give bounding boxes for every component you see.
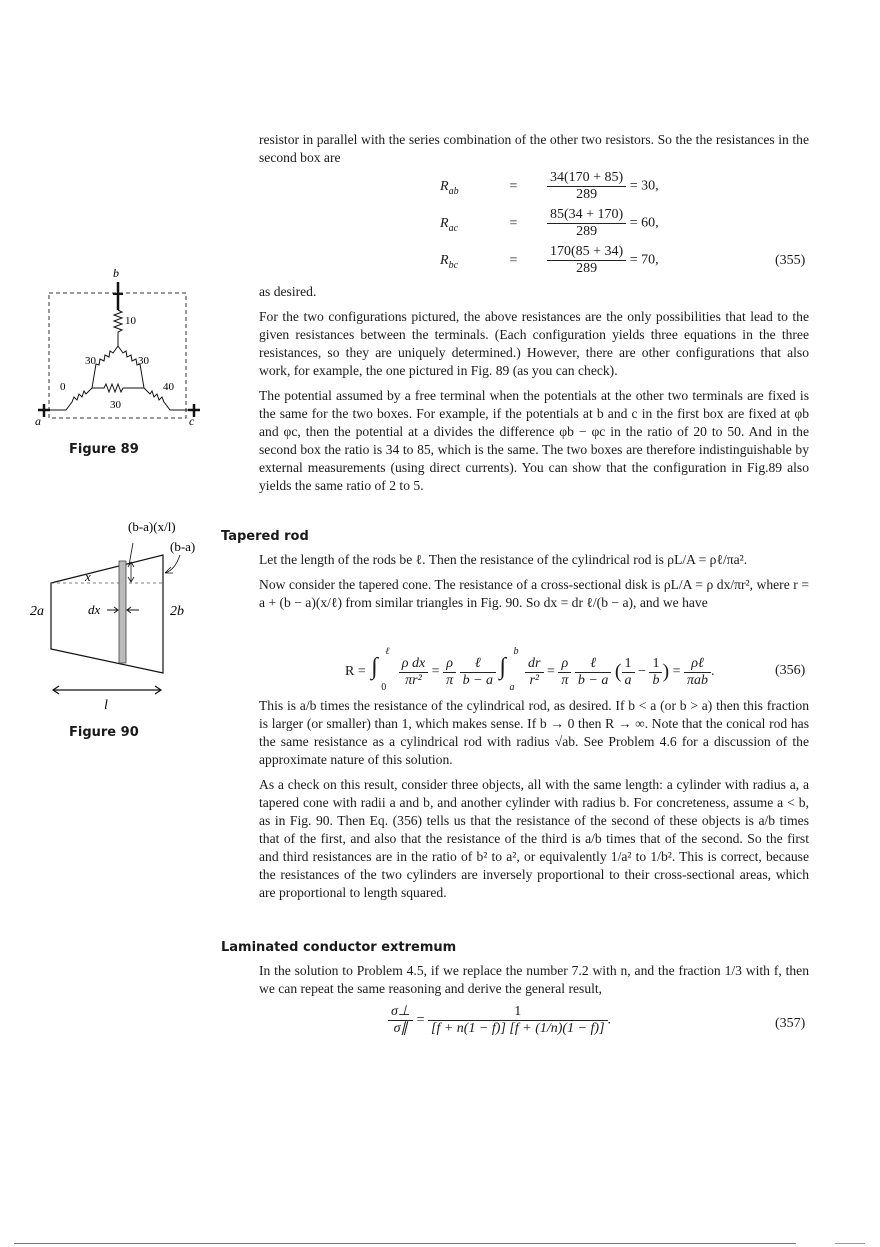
eq356-number: (356)	[775, 663, 806, 678]
fig89-resistor-0	[44, 388, 92, 410]
fig89-label-a: a	[35, 414, 41, 428]
fig89-resistor-right	[118, 346, 144, 388]
fig89-label-30-left: 30	[85, 355, 96, 367]
para-check: As a check on this result, consider three objects, all with the same length: a cylinder with radius a, a tapered cone with radii a and b, and another cylinder with radius b. For concreteness, assume a < b, as in Fig. 90. Then Eq. (356) tells us that the resistance of the second of these objects is a/b times that of the first, and also that the resistance of the third is a/b times that of the second. So the first and third resistances are in the ratio of b² to a², or equivalently 1/a² to 1/b². This is correct, because the resistances of the two cylinders are inversely proportional to their cross-sectional areas, which are proportional to length squared.	[259, 777, 809, 900]
para-potential: The potential assumed by a free terminal when the potentials at the other two terminals are fixed is the same for the two boxes. For example, if the potentials at b and c in the first box are fixed at φb and φc, then the potential at a divides the difference φb − φc in the ratio of 20 to 50. And in the second box the ratio is 34 to 85, which is the same. The two boxes are therefore indistinguishable by external measurements (using direct currents). You can show that the configuration in Fig.89 also yields the same ratio of 2 to 5.	[259, 388, 809, 493]
para-tapered-3: This is a/b times the resistance of the cylindrical rod, as desired. If b < a (or b > a) then this fraction is larger (or smaller) than 1, which makes sense. If b → 0 then R → ∞. Note that the conical rod has the same resistance as a cylindrical rod with radius √ab. See Problem 4.6 for a discussion of the approximate nature of this solution.	[259, 698, 809, 767]
fig89-resistor-left	[92, 346, 118, 388]
figure-90-diagram	[25, 515, 220, 715]
figure-89-caption: Figure 89	[69, 442, 139, 457]
heading-laminated: Laminated conductor extremum	[221, 940, 457, 955]
fig90-label-l: l	[104, 698, 108, 713]
paragraphs-block-1	[259, 283, 809, 502]
para-tapered-1: Let the length of the rods be ℓ. Then the resistance of the cylindrical rod is ρL/A = ρℓ/πa².	[259, 552, 748, 567]
eq355-row-3: $R_{bc}$ = $\frac{170(85 + 34)}{289}$ = 70,	[440, 244, 659, 276]
paragraphs-block-4	[259, 962, 809, 1005]
fig89-label-10: 10	[125, 315, 136, 327]
eq355-row-1: $R_{ab}$ = $\frac{34(170 + 85)}{289}$ = 30,	[440, 170, 659, 202]
fig89-resistor-10	[114, 310, 122, 346]
fig90-label-x: x	[85, 569, 91, 584]
para-laminated: In the solution to Problem 4.5, if we replace the number 7.2 with n, and the fraction 1/3 with f, then we can repeat the same reasoning and derive the general result,	[259, 963, 809, 996]
equation-357: $\frac{\sigma\perp}{\sigma\parallel}$ = $\frac{1}{[f + n(1 - f)] [f + (1/n)(1 - f)]}$ .	[388, 1004, 611, 1037]
fig89-resistor-bottom	[92, 384, 144, 392]
fig90-label-dx: dx	[88, 602, 101, 617]
para-configs: For the two configurations pictured, the above resistances are the only possibilities that lead to the given resistances between the terminals. (Each configuration yields three equations in the three resistances, so they are uniquely determined.) However, there are other configurations that also work, for example, the one pictured in Fig. 89 (as you can check).	[259, 309, 809, 378]
para-as-desired: as desired.	[259, 284, 317, 299]
fig89-label-0: 0	[60, 381, 66, 393]
eq355-row-2: $R_{ac}$ = $\frac{85(34 + 170)}{289}$ = 60,	[440, 207, 659, 239]
fig89-label-30-right: 30	[138, 355, 149, 367]
fig89-label-b: b	[113, 266, 119, 280]
footer-rule-right	[835, 1243, 865, 1244]
fig89-label-40: 40	[163, 381, 174, 393]
fig90-disk	[119, 561, 126, 663]
paragraphs-block-3	[259, 697, 809, 909]
heading-tapered-rod: Tapered rod	[221, 529, 309, 544]
equation-356: R = ∫ ℓ 0 $\frac{\text{ρ dx}}{\text{πr²}}$ = $\frac{\rho}{\pi}$ $\frac{\text{ℓ}}{b - a}$ ∫ b a $\frac{dr}{\text{r²}}$ = $\frac{\rho}{\pi}$ $\frac{\text{ℓ}}{b - a}$ ( $\frac{1}{a}$ − $\frac{1}{b}$ ) = $\frac{\text{ρℓ}}{\text{πab}}$ .	[345, 646, 715, 693]
fig90-label-delta: (b-a)(x/l)	[128, 519, 176, 534]
fig89-label-c: c	[189, 414, 195, 428]
figure-89-diagram	[30, 262, 210, 432]
fig90-label-2b: 2b	[170, 604, 184, 619]
eq355-number: (355)	[775, 253, 806, 268]
figure-90-caption: Figure 90	[69, 725, 139, 740]
eq357-number: (357)	[775, 1016, 806, 1031]
footer-rule	[14, 1243, 796, 1244]
fig90-cone	[51, 555, 163, 673]
intro-paragraph: resistor in parallel with the series combination of the other two resistors. So the the resistances in the second box are	[259, 132, 809, 165]
fig89-label-30-bottom: 30	[110, 399, 121, 411]
fig90-label-2a: 2a	[30, 604, 44, 619]
para-tapered-2: Now consider the tapered cone. The resistance of a cross-sectional disk is ρL/A = ρ dx/πr², where r = a + (b − a)(x/ℓ) from similar triangles in Fig. 90. So dx = dr ℓ/(b − a), and we have	[259, 577, 809, 610]
paragraphs-block-2	[259, 551, 809, 619]
fig90-label-ba: (b-a)	[170, 539, 196, 554]
